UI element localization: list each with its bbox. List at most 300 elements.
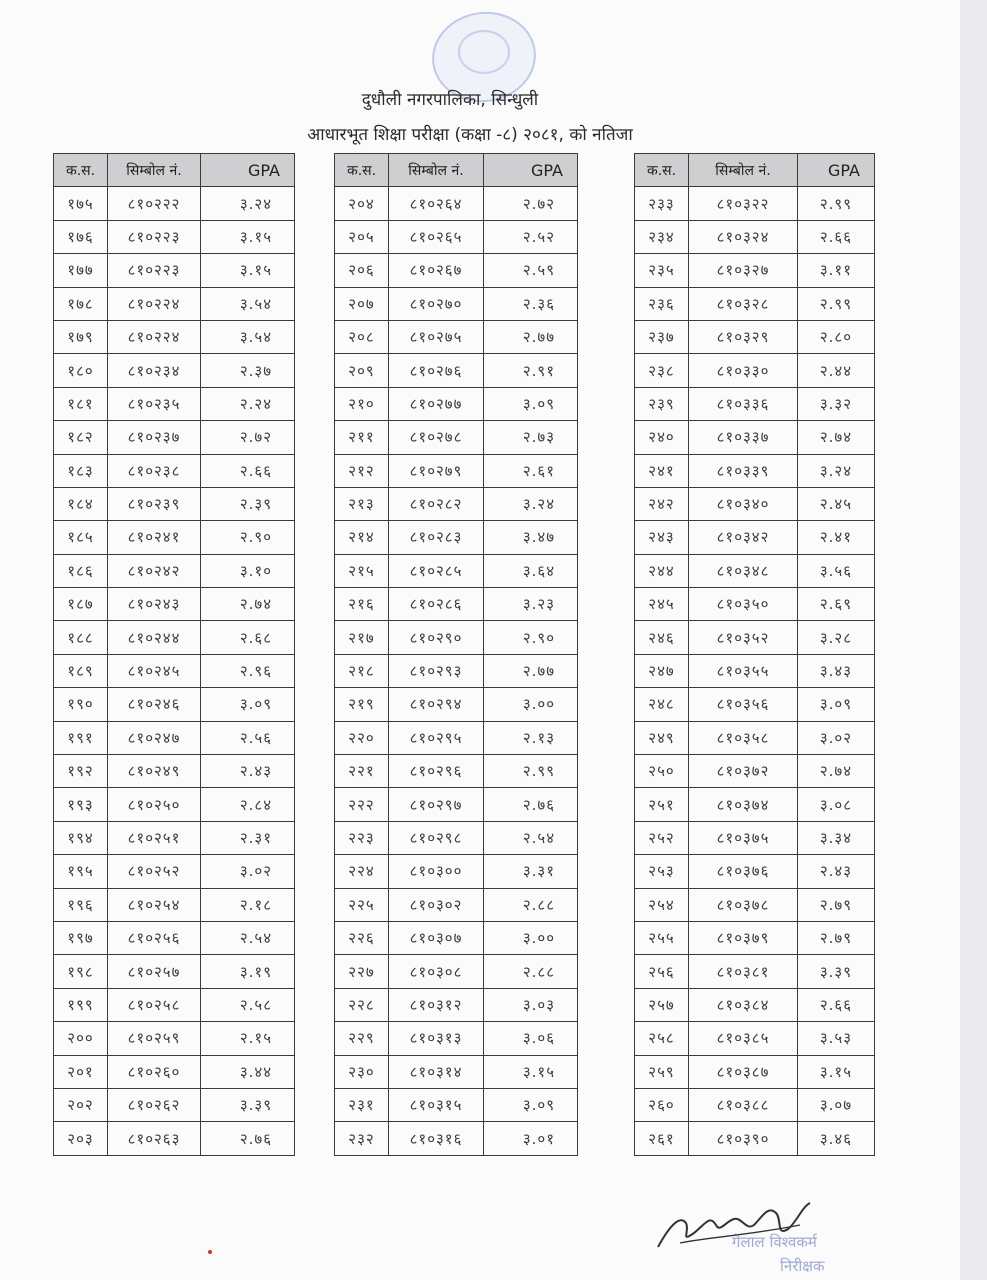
gpa-cell: ३.६४ — [484, 554, 578, 587]
serial-number-cell: २०४ — [335, 187, 389, 220]
symbol-number-cell: ८१०२९० — [389, 621, 484, 654]
page-edge — [960, 0, 987, 1280]
gpa-cell: २.७६ — [201, 1122, 295, 1155]
symbol-number-cell: ८१०३१६ — [389, 1122, 484, 1155]
col-header-gpa: GPA — [484, 154, 578, 187]
exam-result-title: आधारभूत शिक्षा परीक्षा (कक्षा -८) २०८१, को नतिजा — [307, 125, 633, 145]
serial-number-cell: २३४ — [635, 220, 689, 253]
symbol-number-cell: ८१०२३८ — [108, 454, 201, 487]
col-header-gpa: GPA — [201, 154, 295, 187]
serial-number-cell: २२७ — [335, 955, 389, 988]
symbol-number-cell: ८१०३७८ — [689, 888, 798, 921]
symbol-number-cell: ८१०२६५ — [389, 220, 484, 253]
table-row — [335, 654, 578, 687]
serial-number-cell: २४६ — [635, 621, 689, 654]
gpa-cell: ३.५४ — [201, 287, 295, 320]
table-row — [335, 1055, 578, 1088]
serial-number-cell: २०२ — [54, 1088, 108, 1121]
serial-number-cell: २३६ — [635, 287, 689, 320]
serial-number-cell: २५८ — [635, 1022, 689, 1055]
gpa-cell: २.९० — [484, 621, 578, 654]
serial-number-cell: २३९ — [635, 387, 689, 420]
serial-number-cell: २४९ — [635, 721, 689, 754]
serial-number-cell: २५५ — [635, 921, 689, 954]
col-header-symbol: सिम्बोल नं. — [689, 154, 798, 187]
table-row — [335, 588, 578, 621]
gpa-cell: २.५२ — [484, 220, 578, 253]
symbol-number-cell: ८१०२२४ — [108, 320, 201, 353]
table-row — [54, 1122, 295, 1155]
table-row — [54, 688, 295, 721]
symbol-number-cell: ८१०२५० — [108, 788, 201, 821]
col-header-serial: क.स. — [54, 154, 108, 187]
symbol-number-cell: ८१०२३४ — [108, 354, 201, 387]
gpa-cell: ३.०९ — [484, 387, 578, 420]
gpa-cell: २.७४ — [798, 755, 875, 788]
symbol-number-cell: ८१०२५२ — [108, 855, 201, 888]
gpa-cell: २.३१ — [201, 821, 295, 854]
table-row — [54, 421, 295, 454]
table-row — [635, 755, 875, 788]
symbol-number-cell: ८१०३५५ — [689, 654, 798, 687]
symbol-number-cell: ८१०२४१ — [108, 521, 201, 554]
stamp-text-officer-title: निरीक्षक — [780, 1257, 825, 1275]
symbol-number-cell: ८१०२६७ — [389, 254, 484, 287]
symbol-number-cell: ८१०३१५ — [389, 1088, 484, 1121]
gpa-cell: ३.१५ — [201, 254, 295, 287]
gpa-cell: २.७२ — [201, 421, 295, 454]
gpa-cell: २.८८ — [484, 955, 578, 988]
serial-number-cell: १७६ — [54, 220, 108, 253]
table-row — [635, 1088, 875, 1121]
symbol-number-cell: ८१०३८७ — [689, 1055, 798, 1088]
table-row — [335, 521, 578, 554]
symbol-number-cell: ८१०३५६ — [689, 688, 798, 721]
gpa-cell: ३.०१ — [484, 1122, 578, 1155]
table-row — [635, 688, 875, 721]
gpa-cell: २.४१ — [798, 521, 875, 554]
serial-number-cell: २४२ — [635, 487, 689, 520]
col-header-serial: क.स. — [335, 154, 389, 187]
gpa-cell: २.६६ — [798, 988, 875, 1021]
symbol-number-cell: ८१०२८२ — [389, 487, 484, 520]
gpa-cell: ३.०९ — [201, 688, 295, 721]
serial-number-cell: २४१ — [635, 454, 689, 487]
table-row — [635, 454, 875, 487]
table-row — [335, 921, 578, 954]
table-row — [635, 1055, 875, 1088]
gpa-cell: २.१८ — [201, 888, 295, 921]
gpa-cell: ३.१० — [201, 554, 295, 587]
gpa-cell: ३.३९ — [201, 1088, 295, 1121]
gpa-cell: ३.११ — [798, 254, 875, 287]
stamp-text-officer-name: गेलाल विश्वकर्म — [732, 1233, 817, 1251]
table-row — [54, 354, 295, 387]
symbol-number-cell: ८१०२७७ — [389, 387, 484, 420]
gpa-cell: २.८८ — [484, 888, 578, 921]
gpa-cell: २.३७ — [201, 354, 295, 387]
symbol-number-cell: ८१०२९३ — [389, 654, 484, 687]
table-row — [335, 187, 578, 220]
table-row — [54, 1055, 295, 1088]
table-row — [635, 721, 875, 754]
serial-number-cell: २३२ — [335, 1122, 389, 1155]
gpa-cell: २.७९ — [798, 888, 875, 921]
symbol-number-cell: ८१०२६२ — [108, 1088, 201, 1121]
table-row — [54, 654, 295, 687]
serial-number-cell: २४८ — [635, 688, 689, 721]
table-row — [635, 821, 875, 854]
table-row — [54, 988, 295, 1021]
serial-number-cell: १९६ — [54, 888, 108, 921]
serial-number-cell: २२० — [335, 721, 389, 754]
symbol-number-cell: ८१०२७९ — [389, 454, 484, 487]
table-row — [635, 788, 875, 821]
ink-dot — [208, 1250, 212, 1254]
table-header-row — [54, 154, 295, 187]
table-row — [54, 888, 295, 921]
table-row — [54, 921, 295, 954]
serial-number-cell: २२८ — [335, 988, 389, 1021]
serial-number-cell: २१० — [335, 387, 389, 420]
symbol-number-cell: ८१०२३७ — [108, 421, 201, 454]
serial-number-cell: १७५ — [54, 187, 108, 220]
gpa-cell: २.८४ — [201, 788, 295, 821]
table-row — [635, 588, 875, 621]
symbol-number-cell: ८१०२५७ — [108, 955, 201, 988]
symbol-number-cell: ८१०३२८ — [689, 287, 798, 320]
serial-number-cell: २३८ — [635, 354, 689, 387]
gpa-cell: २.५८ — [201, 988, 295, 1021]
table-row — [335, 621, 578, 654]
symbol-number-cell: ८१०२५४ — [108, 888, 201, 921]
seal-emblem — [458, 30, 510, 74]
symbol-number-cell: ८१०२४२ — [108, 554, 201, 587]
symbol-number-cell: ८१०२४६ — [108, 688, 201, 721]
symbol-number-cell: ८१०२८६ — [389, 588, 484, 621]
table-row — [335, 755, 578, 788]
gpa-cell: २.९९ — [798, 187, 875, 220]
serial-number-cell: २२३ — [335, 821, 389, 854]
serial-number-cell: २०५ — [335, 220, 389, 253]
gpa-cell: २.५९ — [484, 254, 578, 287]
table-row — [635, 354, 875, 387]
serial-number-cell: १८० — [54, 354, 108, 387]
serial-number-cell: २२५ — [335, 888, 389, 921]
serial-number-cell: २३७ — [635, 320, 689, 353]
symbol-number-cell: ८१०२९५ — [389, 721, 484, 754]
table-row — [335, 387, 578, 420]
gpa-cell: २.७४ — [201, 588, 295, 621]
table-row — [635, 387, 875, 420]
symbol-number-cell: ८१०३८५ — [689, 1022, 798, 1055]
gpa-cell: ३.०९ — [798, 688, 875, 721]
gpa-cell: ३.३२ — [798, 387, 875, 420]
gpa-cell: ३.३१ — [484, 855, 578, 888]
table-row — [54, 521, 295, 554]
col-header-gpa: GPA — [798, 154, 875, 187]
serial-number-cell: २१३ — [335, 487, 389, 520]
symbol-number-cell: ८१०२७५ — [389, 320, 484, 353]
gpa-cell: २.७७ — [484, 320, 578, 353]
symbol-number-cell: ८१०२४३ — [108, 588, 201, 621]
gpa-cell: २.६६ — [798, 220, 875, 253]
serial-number-cell: १९४ — [54, 821, 108, 854]
table-row — [335, 320, 578, 353]
table-row — [635, 421, 875, 454]
symbol-number-cell: ८१०३८४ — [689, 988, 798, 1021]
table-row — [635, 855, 875, 888]
serial-number-cell: १८२ — [54, 421, 108, 454]
gpa-cell: २.५४ — [201, 921, 295, 954]
gpa-cell: २.२४ — [201, 387, 295, 420]
symbol-number-cell: ८१०२५८ — [108, 988, 201, 1021]
symbol-number-cell: ८१०३३९ — [689, 454, 798, 487]
serial-number-cell: १८९ — [54, 654, 108, 687]
serial-number-cell: २३१ — [335, 1088, 389, 1121]
gpa-cell: २.६१ — [484, 454, 578, 487]
symbol-number-cell: ८१०३२९ — [689, 320, 798, 353]
table-row — [335, 1122, 578, 1155]
table-row — [54, 855, 295, 888]
table-row — [54, 1022, 295, 1055]
gpa-cell: २.८० — [798, 320, 875, 353]
gpa-cell: ३.३९ — [798, 955, 875, 988]
symbol-number-cell: ८१०३४० — [689, 487, 798, 520]
serial-number-cell: १७७ — [54, 254, 108, 287]
gpa-cell: ३.४६ — [798, 1122, 875, 1155]
serial-number-cell: २२४ — [335, 855, 389, 888]
table-row — [635, 921, 875, 954]
table-row — [635, 888, 875, 921]
col-header-symbol: सिम्बोल नं. — [389, 154, 484, 187]
gpa-cell: २.७३ — [484, 421, 578, 454]
serial-number-cell: १९० — [54, 688, 108, 721]
symbol-number-cell: ८१०३९० — [689, 1122, 798, 1155]
gpa-cell: २.७७ — [484, 654, 578, 687]
table-row — [635, 521, 875, 554]
gpa-cell: २.५६ — [201, 721, 295, 754]
serial-number-cell: १८८ — [54, 621, 108, 654]
serial-number-cell: १९३ — [54, 788, 108, 821]
gpa-cell: २.७९ — [798, 921, 875, 954]
symbol-number-cell: ८१०३७५ — [689, 821, 798, 854]
table-row — [54, 320, 295, 353]
gpa-cell: २.३९ — [201, 487, 295, 520]
serial-number-cell: २३५ — [635, 254, 689, 287]
gpa-cell: ३.५३ — [798, 1022, 875, 1055]
symbol-number-cell: ८१०३५२ — [689, 621, 798, 654]
symbol-number-cell: ८१०३१२ — [389, 988, 484, 1021]
serial-number-cell: २०० — [54, 1022, 108, 1055]
gpa-cell: ३.०३ — [484, 988, 578, 1021]
symbol-number-cell: ८१०३७९ — [689, 921, 798, 954]
table-row — [54, 487, 295, 520]
table-row — [54, 721, 295, 754]
serial-number-cell: २५१ — [635, 788, 689, 821]
symbol-number-cell: ८१०२२२ — [108, 187, 201, 220]
symbol-number-cell: ८१०३८८ — [689, 1088, 798, 1121]
gpa-cell: ३.२४ — [798, 454, 875, 487]
symbol-number-cell: ८१०३७६ — [689, 855, 798, 888]
gpa-cell: २.६९ — [798, 588, 875, 621]
table-row — [335, 955, 578, 988]
serial-number-cell: २०७ — [335, 287, 389, 320]
table-row — [335, 788, 578, 821]
col-header-serial: क.स. — [635, 154, 689, 187]
gpa-cell: ३.०९ — [484, 1088, 578, 1121]
symbol-number-cell: ८१०३२२ — [689, 187, 798, 220]
table-row — [335, 888, 578, 921]
serial-number-cell: २१८ — [335, 654, 389, 687]
serial-number-cell: २४३ — [635, 521, 689, 554]
table-row — [635, 988, 875, 1021]
table-row — [635, 187, 875, 220]
table-row — [54, 287, 295, 320]
symbol-number-cell: ८१०२५९ — [108, 1022, 201, 1055]
table-row — [335, 421, 578, 454]
table-row — [335, 487, 578, 520]
serial-number-cell: २५० — [635, 755, 689, 788]
table-row — [54, 220, 295, 253]
gpa-cell: ३.०७ — [798, 1088, 875, 1121]
serial-number-cell: १९८ — [54, 955, 108, 988]
gpa-cell: २.९० — [201, 521, 295, 554]
gpa-cell: २.७६ — [484, 788, 578, 821]
symbol-number-cell: ८१०३२४ — [689, 220, 798, 253]
symbol-number-cell: ८१०३५८ — [689, 721, 798, 754]
table-row — [335, 1088, 578, 1121]
table-row — [635, 654, 875, 687]
table-row — [54, 821, 295, 854]
symbol-number-cell: ८१०२७८ — [389, 421, 484, 454]
symbol-number-cell: ८१०२४७ — [108, 721, 201, 754]
table-row — [54, 755, 295, 788]
serial-number-cell: २४७ — [635, 654, 689, 687]
table-row — [335, 220, 578, 253]
table-row — [335, 721, 578, 754]
serial-number-cell: १८३ — [54, 454, 108, 487]
table-row — [335, 254, 578, 287]
serial-number-cell: २१६ — [335, 588, 389, 621]
table-row — [335, 287, 578, 320]
gpa-cell: ३.०६ — [484, 1022, 578, 1055]
symbol-number-cell: ८१०२५१ — [108, 821, 201, 854]
table-row — [54, 1088, 295, 1121]
symbol-number-cell: ८१०३४२ — [689, 521, 798, 554]
serial-number-cell: २१७ — [335, 621, 389, 654]
serial-number-cell: २६० — [635, 1088, 689, 1121]
serial-number-cell: २५९ — [635, 1055, 689, 1088]
gpa-cell: ३.१५ — [798, 1055, 875, 1088]
table-row — [54, 621, 295, 654]
serial-number-cell: २५२ — [635, 821, 689, 854]
table-row — [54, 187, 295, 220]
gpa-cell: २.४३ — [201, 755, 295, 788]
serial-number-cell: २५३ — [635, 855, 689, 888]
gpa-cell: २.९६ — [201, 654, 295, 687]
gpa-cell: ३.०८ — [798, 788, 875, 821]
serial-number-cell: २०६ — [335, 254, 389, 287]
symbol-number-cell: ८१०२७० — [389, 287, 484, 320]
gpa-cell: ३.५४ — [201, 320, 295, 353]
serial-number-cell: १९७ — [54, 921, 108, 954]
serial-number-cell: १८४ — [54, 487, 108, 520]
gpa-cell: २.१५ — [201, 1022, 295, 1055]
serial-number-cell: २६१ — [635, 1122, 689, 1155]
table-row — [635, 320, 875, 353]
symbol-number-cell: ८१०२८५ — [389, 554, 484, 587]
serial-number-cell: २५४ — [635, 888, 689, 921]
gpa-cell: २.६८ — [201, 621, 295, 654]
serial-number-cell: १९५ — [54, 855, 108, 888]
table-header-row — [635, 154, 875, 187]
symbol-number-cell: ८१०२६० — [108, 1055, 201, 1088]
serial-number-cell: २४५ — [635, 588, 689, 621]
gpa-cell: ३.१५ — [201, 220, 295, 253]
gpa-cell: २.१३ — [484, 721, 578, 754]
symbol-number-cell: ८१०२९४ — [389, 688, 484, 721]
gpa-cell: २.९९ — [484, 755, 578, 788]
symbol-number-cell: ८१०२५६ — [108, 921, 201, 954]
symbol-number-cell: ८१०३७२ — [689, 755, 798, 788]
table-row — [54, 788, 295, 821]
serial-number-cell: २०१ — [54, 1055, 108, 1088]
serial-number-cell: १८५ — [54, 521, 108, 554]
symbol-number-cell: ८१०३०७ — [389, 921, 484, 954]
gpa-cell: ३.२४ — [201, 187, 295, 220]
table-header-row — [335, 154, 578, 187]
gpa-cell: ३.४३ — [798, 654, 875, 687]
symbol-number-cell: ८१०३३० — [689, 354, 798, 387]
gpa-cell: ३.२८ — [798, 621, 875, 654]
symbol-number-cell: ८१०३३६ — [689, 387, 798, 420]
serial-number-cell: २५७ — [635, 988, 689, 1021]
serial-number-cell: २३३ — [635, 187, 689, 220]
gpa-cell: ३.०० — [484, 688, 578, 721]
gpa-cell: ३.१५ — [484, 1055, 578, 1088]
table-row — [335, 1022, 578, 1055]
gpa-cell: ३.०२ — [798, 721, 875, 754]
gpa-cell: २.४३ — [798, 855, 875, 888]
symbol-number-cell: ८१०२३९ — [108, 487, 201, 520]
gpa-cell: ३.४४ — [201, 1055, 295, 1088]
handwritten-signature — [650, 1185, 830, 1265]
table-row — [635, 220, 875, 253]
symbol-number-cell: ८१०२९८ — [389, 821, 484, 854]
serial-number-cell: २१५ — [335, 554, 389, 587]
table-row — [54, 387, 295, 420]
symbol-number-cell: ८१०३४८ — [689, 554, 798, 587]
symbol-number-cell: ८१०२४५ — [108, 654, 201, 687]
table-row — [635, 621, 875, 654]
gpa-cell: २.३६ — [484, 287, 578, 320]
symbol-number-cell: ८१०२६४ — [389, 187, 484, 220]
symbol-number-cell: ८१०२४४ — [108, 621, 201, 654]
gpa-cell: २.६६ — [201, 454, 295, 487]
symbol-number-cell: ८१०३७४ — [689, 788, 798, 821]
gpa-cell: ३.३४ — [798, 821, 875, 854]
gpa-cell: २.५४ — [484, 821, 578, 854]
symbol-number-cell: ८१०३२७ — [689, 254, 798, 287]
result-table-2 — [334, 153, 578, 1156]
symbol-number-cell: ८१०३१३ — [389, 1022, 484, 1055]
serial-number-cell: १७९ — [54, 320, 108, 353]
gpa-cell: ३.०२ — [201, 855, 295, 888]
symbol-number-cell: ८१०३०८ — [389, 955, 484, 988]
table-row — [54, 454, 295, 487]
table-row — [635, 554, 875, 587]
